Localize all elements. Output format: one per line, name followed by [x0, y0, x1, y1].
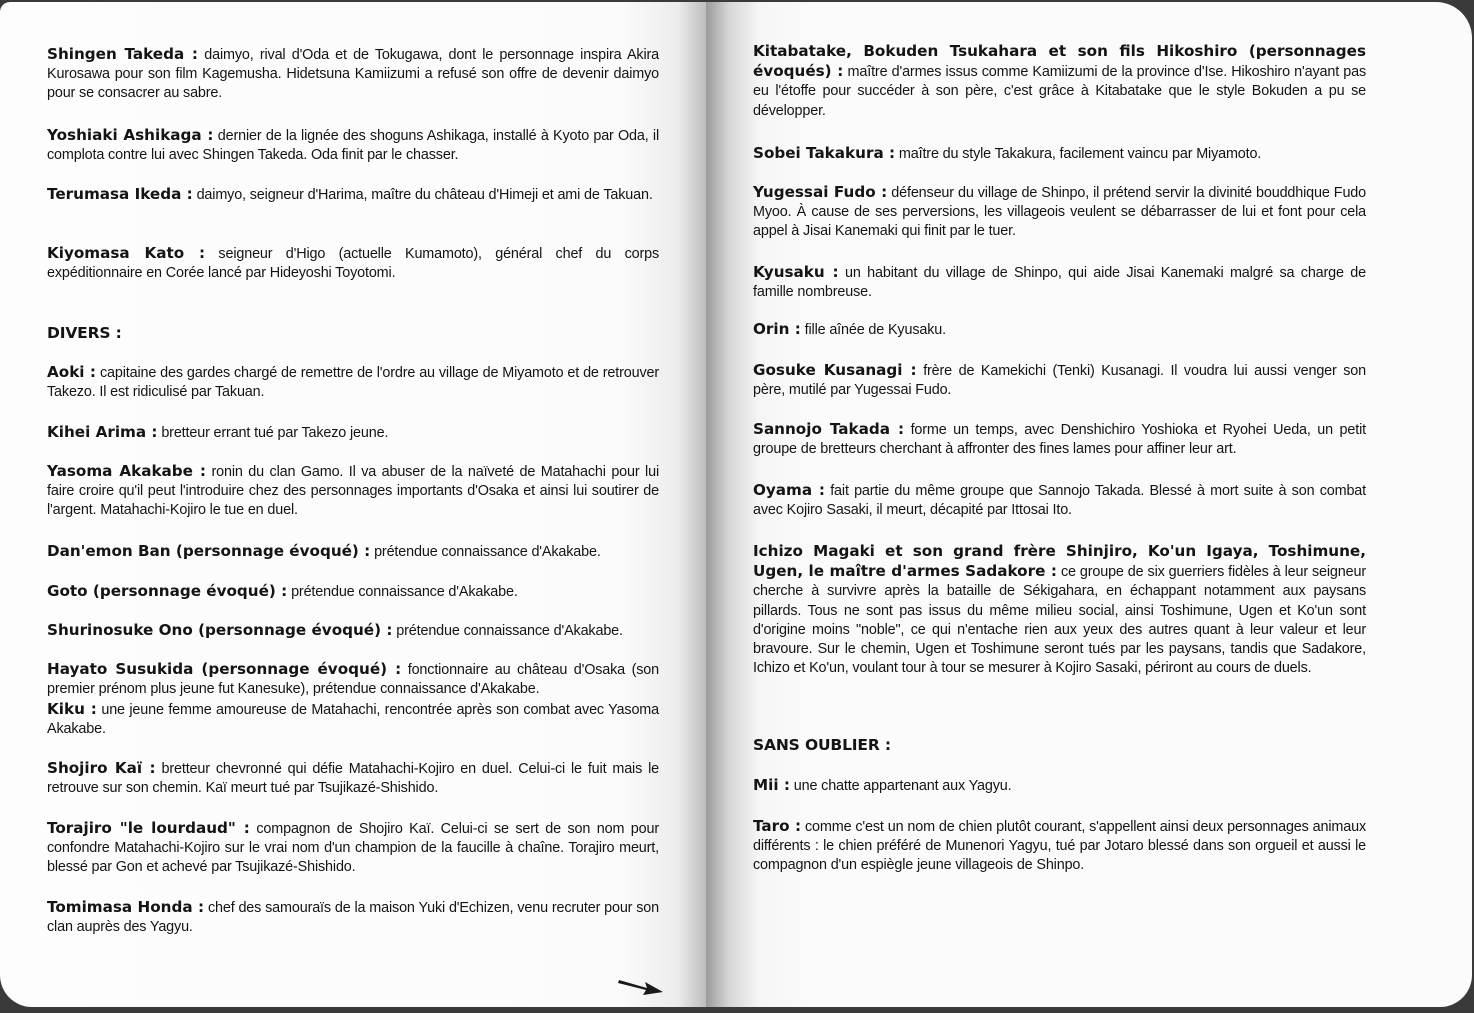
entry-name: Kitabatake, Bokuden Tsukahara et son fils Hikoshiro (personnages évoqués) :: [753, 42, 1366, 81]
entry-hayato-susukida: [47, 660, 659, 699]
entry-yoshiaki-ashikaga: [47, 126, 659, 165]
entry-text: prétendue connaissance d'Akakabe.: [287, 584, 518, 600]
section-heading-sans-oublier: SANS OUBLIER :: [753, 736, 891, 754]
entry-kihei-arima: [47, 423, 659, 443]
left-page: [0, 2, 706, 1007]
entry-text: bretteur errant tué par Takezo jeune.: [157, 425, 389, 441]
entry-name: Aoki :: [47, 363, 96, 381]
entry-sannojo-takada: [753, 420, 1366, 459]
entry-taro: [753, 817, 1366, 876]
entry-name: Goto (personnage évoqué) :: [47, 582, 288, 600]
entry-kiyomasa-kato: [47, 244, 659, 283]
entry-text: fait partie du même groupe que Sannojo Takada. Blessé à mort suite à son combat avec Kojiro Sasaki, il meurt, décapité par Ittosai Ito.: [753, 483, 1366, 519]
entry-text: fille aînée de Kyusaku.: [800, 322, 946, 338]
entry-name: Kiku :: [47, 700, 97, 718]
entry-shojiro-kai: [47, 759, 659, 798]
entry-name: Gosuke Kusanagi :: [753, 361, 917, 379]
entry-name: Kyusaku :: [753, 263, 839, 281]
entry-kitabatake: [753, 42, 1366, 121]
entry-text: dernier de la lignée des shoguns Ashikaga, installé à Kyoto par Oda, il complota contre lui avec Shingen Takeda. Oda finit par le chasser.: [47, 128, 659, 164]
entry-text: prétendue connaissance d'Akakabe.: [392, 623, 623, 639]
entry-name: Terumasa Ikeda :: [47, 185, 193, 203]
entry-name: Hayato Susukida (personnage évoqué) :: [47, 660, 402, 678]
entry-name: Taro :: [753, 817, 802, 835]
entry-text: fonctionnaire au château d'Osaka (son premier prénom plus jeune fut Kanesuke), prétendue connaissance d'Akakabe.: [47, 662, 659, 698]
entry-text: forme un temps, avec Denshichiro Yoshioka et Ryohei Ueda, un petit groupe de bretteurs cherchant à affronter des fines lames pour affiner leur art.: [753, 422, 1366, 458]
entry-text: daimyo, rival d'Oda et de Tokugawa, dont le personnage inspira Akira Kurosawa pour son film Kagemusha. Hidetsuna Kamiizumi a refusé son offre de devenir daimyo pour se consacrer au sabre.: [47, 47, 659, 102]
entry-shingen-takeda: [47, 45, 659, 104]
entry-gosuke-kusanagi: [753, 361, 1366, 400]
entry-name: Torajiro "le lourdaud" :: [47, 819, 250, 837]
entry-goto: [47, 582, 659, 602]
entry-orin: [753, 320, 1366, 340]
entry-text: frère de Kamekichi (Tenki) Kusanagi. Il voudra lui aussi venger son père, mutilé par Yugessai Fudo.: [753, 363, 1366, 399]
entry-oyama: [753, 481, 1366, 520]
section-heading-divers: DIVERS :: [47, 324, 122, 342]
entry-text: défenseur du village de Shinpo, il prétend servir la divinité bouddhique Fudo Myoo. À cause de ses perversions, les villageois veulent se débarrasser de lui et font pour cela appel à Jisai Kanemaki qui finit par le tuer.: [753, 185, 1366, 240]
entry-name: Sannojo Takada :: [753, 420, 905, 438]
entry-name: Yugessai Fudo :: [753, 183, 888, 201]
entry-text: comme c'est un nom de chien plutôt courant, s'appellent ainsi deux personnages animaux différents : le chien préféré de Munenori Yagyu, tué par Jotaro blessé dans son orgueil et aussi le compagnon d'un espiègle jeune villageois de Shinpo.: [753, 819, 1366, 874]
entry-name: Ichizo Magaki et son grand frère Shinjiro, Ko'un Igaya, Toshimune, Ugen, le maître d'armes Sadakore :: [753, 542, 1366, 581]
entry-text: une jeune femme amoureuse de Matahachi, rencontrée après son combat avec Yasoma Akakabe.: [47, 702, 659, 738]
entry-shurinosuke-ono: [47, 621, 659, 641]
entry-name: Yasoma Akakabe :: [47, 462, 207, 480]
entry-name: Oyama :: [753, 481, 825, 499]
arrow-right-icon[interactable]: [617, 974, 665, 996]
entry-name: Mii :: [753, 776, 790, 794]
entry-yugessai-fudo: [753, 183, 1366, 242]
entry-mii: [753, 776, 1366, 796]
entry-text: une chatte appartenant aux Yagyu.: [789, 778, 1012, 794]
entry-text: maître d'armes issus comme Kamiizumi de la province d'Ise. Hikoshiro n'ayant pas eu l'étoffe pour succéder à son père, c'est grâce à Kitabatake que le style Bokuden a pu se développer.: [753, 64, 1366, 119]
entry-text: ce groupe de six guerriers fidèles à leur seigneur cherche à survivre après la bataille de Sékigahara, en échappant notamment aux paysans pillards. Tous ne sont pas issus du même milieu social, ainsi Toshimune, Ugen et Ko'un sont d'origine moins "noble", ce qui n'entache rien aux yeux des autres quant à leur valeur et leur bravoure. Sur le chemin, Ugen et Toshimune seront tués par les paysans, tandis que Sadakore, Ichizo et Ko'un, voulant tour à tour se mesurer à Kojiro Sasaki, périront au cours de duels.: [753, 564, 1366, 677]
entry-name: Kiyomasa Kato :: [47, 244, 206, 262]
entry-name: Dan'emon Ban (personnage évoqué) :: [47, 542, 371, 560]
entry-name: Kihei Arima :: [47, 423, 158, 441]
entry-tomimasa-honda: [47, 898, 659, 937]
entry-text: capitaine des gardes chargé de remettre de l'ordre au village de Miyamoto et de retrouver Takezo. Il est ridiculisé par Takuan.: [47, 365, 659, 401]
entry-name: Shingen Takeda :: [47, 45, 198, 63]
entry-name: Tomimasa Honda :: [47, 898, 205, 916]
entry-text: daimyo, seigneur d'Harima, maître du château d'Himeji et ami de Takuan.: [192, 187, 653, 203]
entry-yasoma-akakabe: [47, 462, 659, 521]
entry-name: Sobei Takakura :: [753, 144, 896, 162]
entry-text: un habitant du village de Shinpo, qui aide Jisai Kanemaki malgré sa charge de famille nombreuse.: [753, 265, 1366, 301]
entry-text: bretteur chevronné qui défie Matahachi-Kojiro en duel. Celui-ci le fuit mais le retrouve sur son chemin. Kaï meurt tué par Tsujikazé-Shishido.: [47, 761, 659, 797]
entry-name: Shurinosuke Ono (personnage évoqué) :: [47, 621, 393, 639]
entry-text: ronin du clan Gamo. Il va abuser de la naïveté de Matahachi pour lui faire croire qu'il peut l'introduire chez des personnages importants d'Osaka et ainsi lui soutirer de l'argent. Matahachi-Kojiro le tue en duel.: [47, 464, 659, 519]
entry-text: maître du style Takakura, facilement vaincu par Miyamoto.: [895, 146, 1262, 162]
entry-danemon-ban: [47, 542, 659, 562]
right-page: [706, 2, 1472, 1007]
entry-name: Orin :: [753, 320, 801, 338]
entry-text: prétendue connaissance d'Akakabe.: [370, 544, 601, 560]
entry-text: compagnon de Shojiro Kaï. Celui-ci se sert de son nom pour confondre Matahachi-Kojiro sur le vrai nom d'un champion de la faucille à chaîne. Torajiro meurt, blessé par Gon et achevé par Tsujikazé-Shishido.: [47, 821, 659, 876]
entry-torajiro: [47, 819, 659, 878]
entry-kyusaku: [753, 263, 1366, 302]
entry-aoki: [47, 363, 659, 402]
entry-kiku: [47, 700, 659, 739]
entry-sobei-takakura: [753, 144, 1366, 164]
entry-terumasa-ikeda: [47, 185, 659, 205]
entry-text: chef des samouraïs de la maison Yuki d'Echizen, venu recruter pour son clan auprès des Yagyu.: [47, 900, 659, 936]
entry-text: seigneur d'Higo (actuelle Kumamoto), général chef du corps expéditionnaire en Corée lancé par Hideyoshi Toyotomi.: [47, 246, 660, 282]
entry-name: Yoshiaki Ashikaga :: [47, 126, 214, 144]
entry-name: Shojiro Kaï :: [47, 759, 156, 777]
entry-ichizo-magaki: [753, 542, 1366, 678]
